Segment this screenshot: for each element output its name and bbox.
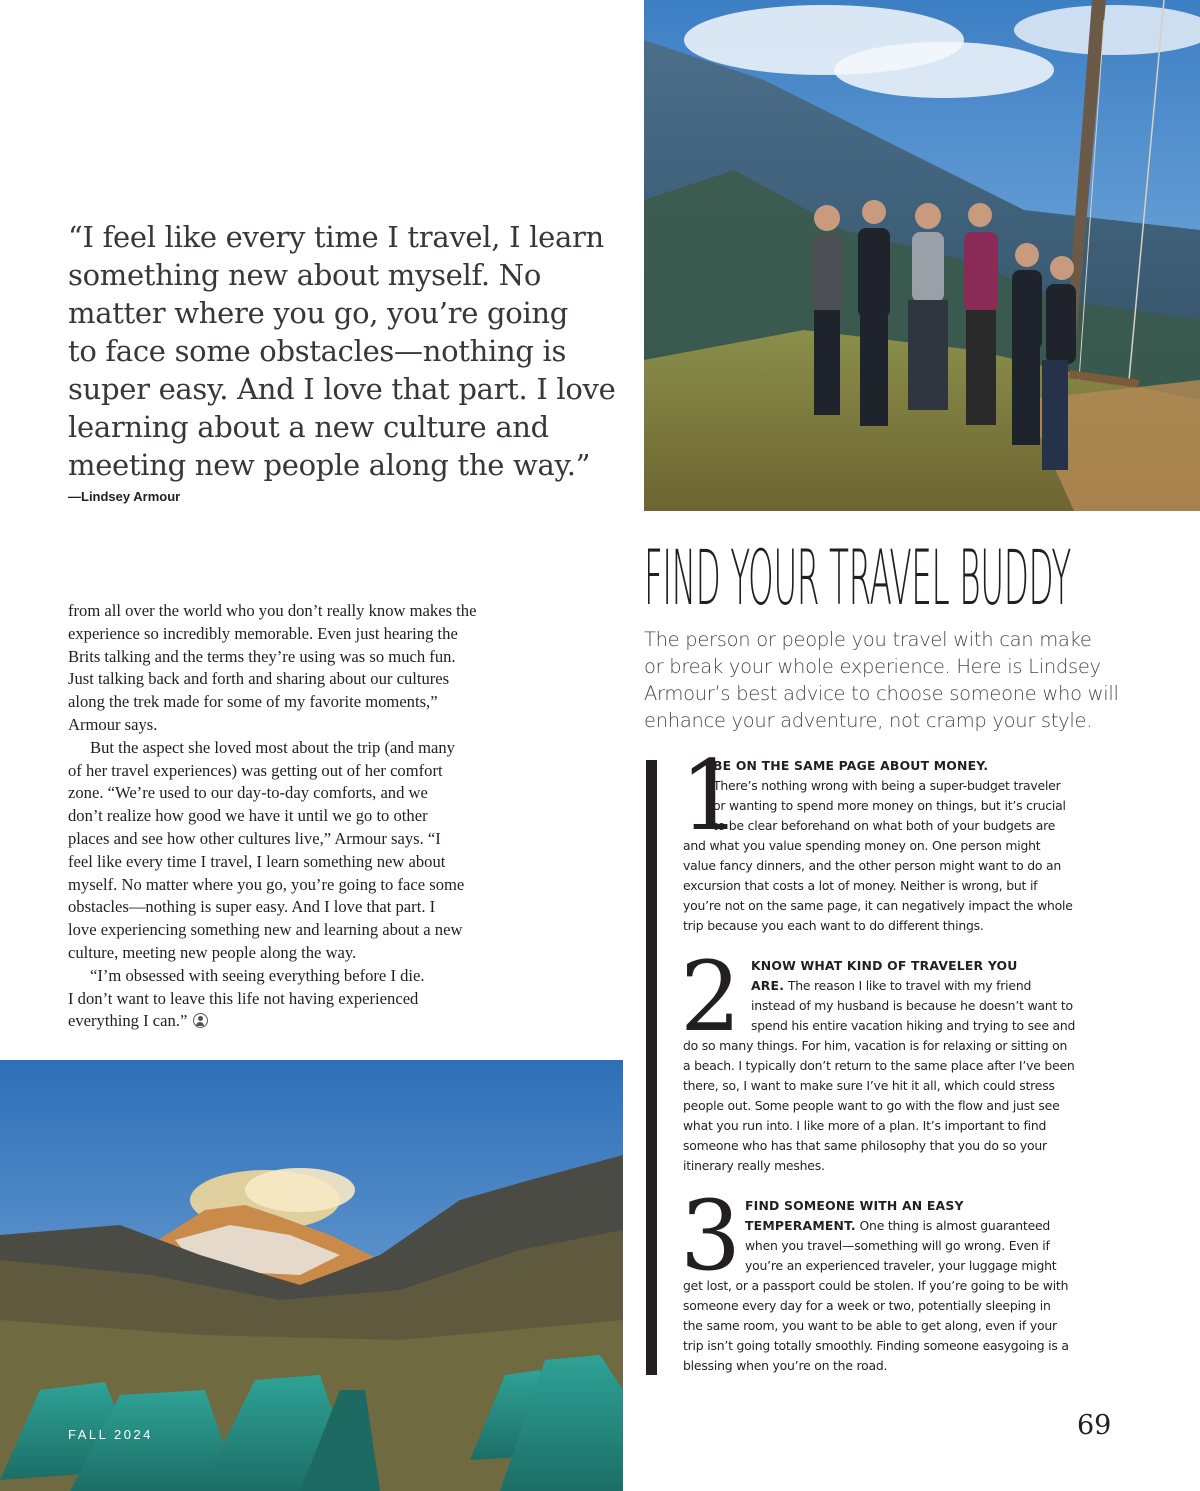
- tip-line: excursion that costs a lot of money. Neither is wrong, but if: [683, 878, 1038, 893]
- tip-heading-text: FIND SOMEONE WITH AN EASY: [745, 1198, 964, 1213]
- tip-line-text: The reason I like to travel with my friend: [784, 978, 1032, 993]
- dek-line: or break your whole experience. Here is Lindsey: [644, 655, 1101, 678]
- tip-3: [683, 1196, 1083, 1376]
- body-line: places and see how other cultures live,” Armour says. “I: [68, 828, 441, 848]
- page-number: 69: [1077, 1410, 1112, 1441]
- sidebar-rule: [646, 760, 657, 1375]
- body-line: experience so incredibly memorable. Even just hearing the: [68, 623, 458, 643]
- tip-heading: [683, 1196, 1083, 1216]
- tip-line: get lost, or a passport could be stolen. If you’re going to be with: [683, 1278, 1069, 1293]
- body-line: obstacles—nothing is super easy. And I love that part. I: [68, 897, 436, 917]
- body-line: But the aspect she loved most about the trip (and many: [90, 737, 455, 757]
- tip-line: blessing when you’re on the road.: [683, 1358, 888, 1373]
- body-line: Armour says.: [68, 714, 158, 734]
- tip-line: [683, 1216, 1083, 1236]
- tip-heading-text: KNOW WHAT KIND OF TRAVELER YOU: [751, 958, 1018, 973]
- tip-line: instead of my husband is because he doesn’t want to: [751, 998, 1073, 1013]
- pull-quote-line: something new about myself. No: [68, 258, 541, 292]
- tip-number: 3: [680, 1180, 742, 1292]
- tip-line: do so many things. For him, vacation is for relaxing or sitting on: [683, 1038, 1068, 1053]
- tip-line: you’re not on the same page, it can negatively impact the whole: [683, 898, 1073, 913]
- tip-line: there, so, I want to make sure I’ve hit it all, which could stress: [683, 1078, 1055, 1093]
- tip-number: 2: [680, 941, 742, 1053]
- tip-line: when you travel—something will go wrong. Even if: [745, 1238, 1050, 1253]
- body-line: don’t realize how good we have it until we go to other: [68, 806, 428, 826]
- dek-line: enhance your adventure, not cramp your style.: [644, 709, 1093, 732]
- tip-2: [683, 956, 1083, 1176]
- tip-1: [683, 756, 1083, 936]
- body-line: culture, meeting new people along the way.: [68, 942, 357, 962]
- tip-line-text: One thing is almost guaranteed: [855, 1218, 1051, 1233]
- issue-season-label: FALL 2024: [68, 1427, 153, 1442]
- sidebar-headline: FIND YOUR TRAVEL BUDDY: [644, 533, 1071, 622]
- tip-heading: [683, 756, 1083, 776]
- body-line: I don’t want to leave this life not having experienced: [68, 988, 419, 1008]
- tip-line: to be clear beforehand on what both of your budgets are: [713, 818, 1056, 833]
- pull-quote: [68, 218, 616, 484]
- tip-line: you’re an experienced traveler, your luggage might: [745, 1258, 1057, 1273]
- tip-line: the same room, you want to be able to get along, even if your: [683, 1318, 1057, 1333]
- body-line: feel like every time I travel, I learn something new about: [68, 851, 446, 871]
- body-line: from all over the world who you don’t really know makes the: [68, 601, 477, 620]
- pull-quote-line: to face some obstacles—nothing is: [68, 334, 567, 368]
- body-line: “I’m obsessed with seeing everything before I die.: [90, 965, 425, 985]
- tip-line: [683, 976, 1083, 996]
- pull-quote-line: super easy. And I love that part. I love: [68, 372, 616, 406]
- body-line: zone. “We’re used to our day-to-day comforts, and we: [68, 783, 428, 803]
- body-line-text: everything I can.”: [68, 1011, 188, 1031]
- tip-line: value fancy dinners, and the other person might want to do an: [683, 858, 1062, 873]
- tip-number: 1: [680, 740, 742, 852]
- tip-line: itinerary really meshes.: [683, 1158, 825, 1173]
- tip-line: trip because you each want to do different things.: [683, 918, 984, 933]
- tip-line: There’s nothing wrong with being a super-budget traveler: [713, 778, 1061, 793]
- tip-heading-text: ARE.: [751, 978, 785, 993]
- tip-line: trip isn’t going totally smoothly. Finding someone easygoing is a: [683, 1338, 1069, 1353]
- tip-heading: [683, 956, 1083, 976]
- tip-line: spend his entire vacation hiking and trying to see and: [751, 1018, 1076, 1033]
- body-line: myself. No matter where you go, you’re going to face some: [68, 874, 465, 894]
- pull-quote-line: “I feel like every time I travel, I learn: [68, 220, 604, 254]
- tip-line: a beach. I typically don’t return to the same place after I’ve been: [683, 1058, 1075, 1073]
- pull-quote-line: matter where you go, you’re going: [68, 296, 569, 330]
- sidebar-dek: [644, 626, 1119, 734]
- dek-line: Armour’s best advice to choose someone who will: [644, 682, 1119, 705]
- body-line: Brits talking and the terms they’re using was so much fun.: [68, 646, 456, 666]
- pull-quote-line: learning about a new culture and: [68, 410, 549, 444]
- tip-heading-text: BE ON THE SAME PAGE ABOUT MONEY.: [713, 758, 989, 773]
- body-line: of her travel experiences) was getting out of her comfort: [68, 760, 443, 780]
- tip-line: someone who has that same philosophy that you do so your: [683, 1138, 1047, 1153]
- body-line: love experiencing something new and learning about a new: [68, 920, 463, 940]
- body-line: [68, 1010, 538, 1033]
- hikers-group-photo: [644, 0, 1200, 511]
- body-line: along the trek made for some of my favorite moments,”: [68, 692, 438, 712]
- tip-line: what you run into. I like more of a plan. It’s important to find: [683, 1118, 1047, 1133]
- tip-line: people out. Some people want to go with the flow and just see: [683, 1098, 1060, 1113]
- tip-line: or wanting to spend more money on things, but it’s crucial: [713, 798, 1066, 813]
- pull-quote-attribution: —Lindsey Armour: [68, 489, 181, 504]
- pull-quote-line: meeting new people along the way.”: [68, 448, 591, 482]
- article-body: [68, 600, 538, 1033]
- tip-line: someone every day for a week or two, potentially sleeping in: [683, 1298, 1051, 1313]
- tip-heading-text: TEMPERAMENT.: [745, 1218, 856, 1233]
- end-of-story-icon: [193, 1013, 208, 1028]
- body-line: Just talking back and forth and sharing about our cultures: [68, 669, 450, 689]
- tip-line: and what you value spending money on. One person might: [683, 838, 1041, 853]
- dek-line: The person or people you travel with can make: [644, 628, 1092, 651]
